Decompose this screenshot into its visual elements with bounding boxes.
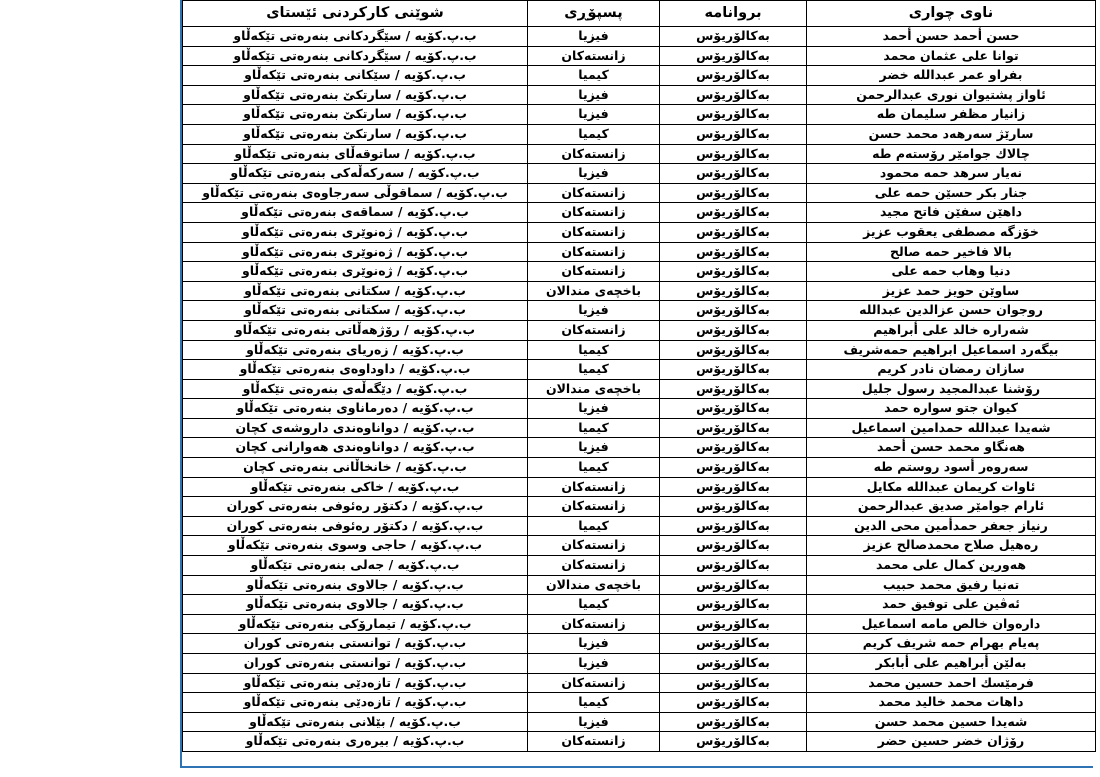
cell-specialty: كیمیا xyxy=(528,418,660,438)
cell-workplace: ب.پ.كۆیە / رۆژهەڵاتی بنەرەتی تێكەڵاو xyxy=(183,320,528,340)
cell-specialty: كیمیا xyxy=(528,124,660,144)
table-row xyxy=(183,301,1096,321)
cell-workplace: ب.پ.كۆیە / سەركەڵەكی بنەرەتی تێكەڵاو xyxy=(183,164,528,184)
cell-certificate: بەكالۆریۆس xyxy=(660,301,807,321)
cell-workplace: ب.پ.كۆیە / جالاوی بنەرەتی تێكەڵاو xyxy=(183,575,528,595)
cell-specialty: كیمیا xyxy=(528,693,660,713)
cell-specialty: كیمیا xyxy=(528,66,660,86)
cell-full-name: ئاواز پشتیوان نوری عبدالرحمن xyxy=(807,85,1096,105)
cell-workplace: ب.پ.كۆیە / سێكانی بنەرەتی تێكەڵاو xyxy=(183,66,528,86)
cell-certificate: بەكالۆریۆس xyxy=(660,379,807,399)
cell-workplace: ب.پ.كۆیە / حاجی وسوی بنەرەتی تێكەڵاو xyxy=(183,536,528,556)
cell-certificate: بەكالۆریۆس xyxy=(660,105,807,125)
cell-specialty: زانستەكان xyxy=(528,222,660,242)
cell-workplace: ب.پ.كۆیە / خاكی بنەرەتی تێكەڵاو xyxy=(183,477,528,497)
cell-specialty: فیزیا xyxy=(528,399,660,419)
cell-certificate: بەكالۆریۆس xyxy=(660,614,807,634)
table-row xyxy=(183,595,1096,615)
cell-certificate: بەكالۆریۆس xyxy=(660,732,807,752)
cell-full-name: سارێژ سەرهەد محمد حسن xyxy=(807,124,1096,144)
table-row xyxy=(183,693,1096,713)
cell-specialty: زانستەكان xyxy=(528,242,660,262)
table-row xyxy=(183,360,1096,380)
cell-specialty: زانستەكان xyxy=(528,262,660,282)
table-row xyxy=(183,105,1096,125)
cell-full-name: تەنیا رفیق محمد حبیب xyxy=(807,575,1096,595)
cell-specialty: زانستەكان xyxy=(528,144,660,164)
cell-certificate: بەكالۆریۆس xyxy=(660,144,807,164)
cell-specialty: زانستەكان xyxy=(528,203,660,223)
cell-full-name: حسن أحمد حسن أحمد xyxy=(807,27,1096,47)
cell-certificate: بەكالۆریۆس xyxy=(660,712,807,732)
cell-workplace: ب.پ.كۆیە / ژەنوێری بنەرەتی تێكەڵاو xyxy=(183,242,528,262)
cell-full-name: توانا علی عثمان محمد xyxy=(807,46,1096,66)
cell-certificate: بەكالۆریۆس xyxy=(660,693,807,713)
table-row xyxy=(183,438,1096,458)
cell-specialty: كیمیا xyxy=(528,458,660,478)
cell-certificate: بەكالۆریۆس xyxy=(660,124,807,144)
cell-full-name: شەیدا عبداللە حمدامین اسماعیل xyxy=(807,418,1096,438)
cell-full-name: داهات محمد خالید محمد xyxy=(807,693,1096,713)
cell-workplace: ب.پ.كۆیە / دواناوەندی هەوارانی كچان xyxy=(183,438,528,458)
cell-full-name: روجوان حسن عزالدین عبداللە xyxy=(807,301,1096,321)
cell-workplace: ب.پ.كۆیە / تازەدێی بنەرەتی تێكەڵاو xyxy=(183,673,528,693)
table-row xyxy=(183,497,1096,517)
table-row xyxy=(183,164,1096,184)
cell-certificate: بەكالۆریۆس xyxy=(660,262,807,282)
table-row xyxy=(183,732,1096,752)
cell-specialty: زانستەكان xyxy=(528,556,660,576)
cell-certificate: بەكالۆریۆس xyxy=(660,183,807,203)
cell-specialty: فیزیا xyxy=(528,301,660,321)
cell-certificate: بەكالۆریۆس xyxy=(660,360,807,380)
cell-full-name: رۆژان خضر حسین حضر xyxy=(807,732,1096,752)
cell-full-name: هەنگاو محمد حسن أحمد xyxy=(807,438,1096,458)
cell-workplace: ب.پ.كۆیە / جالاوی بنەرەتی تێكەڵاو xyxy=(183,595,528,615)
cell-full-name: نەیار سرهد حمە محمود xyxy=(807,164,1096,184)
table-row xyxy=(183,418,1096,438)
cell-certificate: بەكالۆریۆس xyxy=(660,575,807,595)
table-row xyxy=(183,399,1096,419)
cell-specialty: فیزیا xyxy=(528,654,660,674)
cell-certificate: بەكالۆریۆس xyxy=(660,66,807,86)
header-workplace: شوێنی کارکردنی ئێستای xyxy=(183,1,528,27)
cell-certificate: بەكالۆریۆس xyxy=(660,497,807,517)
cell-workplace: ب.پ.كۆیە / خانخاڵانی بنەرەتی كچان xyxy=(183,458,528,478)
cell-certificate: بەكالۆریۆس xyxy=(660,477,807,497)
cell-workplace: ب.پ.كۆیە / زەریای بنەرەتی تێكەڵاو xyxy=(183,340,528,360)
cell-full-name: ئەڤین علی توفیق حمد xyxy=(807,595,1096,615)
document-sheet xyxy=(180,0,1093,768)
cell-specialty: فیزیا xyxy=(528,105,660,125)
cell-certificate: بەكالۆریۆس xyxy=(660,536,807,556)
header-specialty: پسپۆڕی xyxy=(528,1,660,27)
cell-workplace: ب.پ.كۆیە / سێگردكانی بنەرەتی تێكەڵاو xyxy=(183,46,528,66)
cell-specialty: زانستەكان xyxy=(528,46,660,66)
table-row xyxy=(183,124,1096,144)
cell-specialty: زانستەكان xyxy=(528,732,660,752)
cell-workplace: ب.پ.كۆیە / تیمارۆكی بنەرەتی تێكەڵاو xyxy=(183,614,528,634)
cell-certificate: بەكالۆریۆس xyxy=(660,27,807,47)
cell-workplace: ب.پ.كۆیە / سماقوڵی سەرجاوەی بنەرەتی تێكەڵاو xyxy=(183,183,528,203)
cell-full-name: بیگەرد اسماعیل ابراهیم حمەشریف xyxy=(807,340,1096,360)
table-row xyxy=(183,556,1096,576)
cell-specialty: زانستەكان xyxy=(528,497,660,517)
cell-full-name: بفراو عمر عبداللە خضر xyxy=(807,66,1096,86)
table-row xyxy=(183,673,1096,693)
table-row xyxy=(183,203,1096,223)
cell-certificate: بەكالۆریۆس xyxy=(660,556,807,576)
cell-full-name: شەیدا حسین محمد حسن xyxy=(807,712,1096,732)
cell-full-name: هەورین كمال علی محمد xyxy=(807,556,1096,576)
cell-workplace: ب.پ.كۆیە / ژەنوێری بنەرەتی تێكەڵاو xyxy=(183,222,528,242)
table-row xyxy=(183,516,1096,536)
cell-full-name: رۆشنا عبدالمجید رسول جلیل xyxy=(807,379,1096,399)
cell-certificate: بەكالۆریۆس xyxy=(660,458,807,478)
cell-specialty: باخچەی مندالان xyxy=(528,281,660,301)
cell-specialty: كیمیا xyxy=(528,516,660,536)
cell-workplace: ب.پ.كۆیە / دكتۆر رەئوفی بنەرەتی كوران xyxy=(183,516,528,536)
cell-certificate: بەكالۆریۆس xyxy=(660,340,807,360)
cell-full-name: پەیام بهرام حمە شریف كریم xyxy=(807,634,1096,654)
cell-workplace: ب.پ.كۆیە / سكتانی بنەرەتی تێكەڵاو xyxy=(183,301,528,321)
table-row xyxy=(183,712,1096,732)
cell-full-name: چالاك جوامێر رۆستەم طە xyxy=(807,144,1096,164)
cell-full-name: شەرارە خالد علی أبراهیم xyxy=(807,320,1096,340)
cell-full-name: ئارام جوامێر صدیق عبدالرحمن xyxy=(807,497,1096,517)
cell-workplace: ب.پ.كۆیە / توانستی بنەرەتی كوران xyxy=(183,634,528,654)
cell-workplace: ب.پ.كۆیە / دەرماناوی بنەرەتی تێكەڵاو xyxy=(183,399,528,419)
cell-specialty: كیمیا xyxy=(528,360,660,380)
cell-full-name: سازان رمضان نادر كریم xyxy=(807,360,1096,380)
table-header-row xyxy=(183,1,1096,27)
cell-full-name: بالا فاخیر حمە صالح xyxy=(807,242,1096,262)
cell-full-name: رنیاز جعفر حمدأمین محی الدین xyxy=(807,516,1096,536)
table-row xyxy=(183,340,1096,360)
table-row xyxy=(183,379,1096,399)
cell-workplace: ب.پ.كۆیە / دكتۆر رەئوفی بنەرەتی كوران xyxy=(183,497,528,517)
cell-workplace: ب.پ.كۆیە / داوداوەی بنەرەتی تێكەڵاو xyxy=(183,360,528,380)
cell-specialty: زانستەكان xyxy=(528,673,660,693)
cell-certificate: بەكالۆریۆس xyxy=(660,281,807,301)
cell-specialty: زانستەكان xyxy=(528,614,660,634)
cell-workplace: ب.پ.كۆیە / بێلانی بنەرەتی تێكەڵاو xyxy=(183,712,528,732)
cell-specialty: زانستەكان xyxy=(528,477,660,497)
cell-workplace: ب.پ.كۆیە / سارتكێ بنەرەتی تێكەڵاو xyxy=(183,85,528,105)
cell-specialty: فیزیا xyxy=(528,438,660,458)
cell-full-name: زانیار مظفر سلیمان طە xyxy=(807,105,1096,125)
cell-full-name: دارەوان خالص مامە اسماعیل xyxy=(807,614,1096,634)
cell-workplace: ب.پ.كۆیە / سارتكێ بنەرەتی تێكەڵاو xyxy=(183,124,528,144)
cell-certificate: بەكالۆریۆس xyxy=(660,654,807,674)
table-row xyxy=(183,477,1096,497)
cell-full-name: جنار بكر حسێن حمە علی xyxy=(807,183,1096,203)
table-row xyxy=(183,183,1096,203)
table-row xyxy=(183,242,1096,262)
cell-workplace: ب.پ.كۆیە / دواناوەندی داروشەی كچان xyxy=(183,418,528,438)
cell-specialty: فیزیا xyxy=(528,27,660,47)
cell-full-name: دنیا وهاب حمە علی xyxy=(807,262,1096,282)
table-row xyxy=(183,85,1096,105)
cell-specialty: زانستەكان xyxy=(528,183,660,203)
cell-specialty: زانستەكان xyxy=(528,320,660,340)
table-row xyxy=(183,66,1096,86)
cell-specialty: كیمیا xyxy=(528,595,660,615)
table-row xyxy=(183,281,1096,301)
cell-specialty: زانستەكان xyxy=(528,536,660,556)
cell-workplace: ب.پ.كۆیە / دێگەڵەی بنەرەتی تێكەڵاو xyxy=(183,379,528,399)
header-certificate: بروانامه xyxy=(660,1,807,27)
table-row xyxy=(183,634,1096,654)
cell-specialty: فیزیا xyxy=(528,164,660,184)
cell-full-name: داهێن سفێن فاتح مجید xyxy=(807,203,1096,223)
cell-full-name: رەهیل صلاح محمدصالح عزیز xyxy=(807,536,1096,556)
cell-certificate: بەكالۆریۆس xyxy=(660,438,807,458)
table-row xyxy=(183,46,1096,66)
cell-specialty: كیمیا xyxy=(528,340,660,360)
table-row xyxy=(183,575,1096,595)
cell-certificate: بەكالۆریۆس xyxy=(660,320,807,340)
cell-full-name: خۆزگە مصطفی یعقوب عزیز xyxy=(807,222,1096,242)
cell-specialty: باخچەی مندالان xyxy=(528,379,660,399)
cell-certificate: بەكالۆریۆس xyxy=(660,85,807,105)
cell-certificate: بەكالۆریۆس xyxy=(660,164,807,184)
cell-workplace: ب.پ.كۆیە / ساتوقەڵای بنەرەتی تێكەڵاو xyxy=(183,144,528,164)
cell-full-name: ساوێن حویز حمد عزیز xyxy=(807,281,1096,301)
cell-certificate: بەكالۆریۆس xyxy=(660,222,807,242)
cell-full-name: فرمێسك احمد حسین محمد xyxy=(807,673,1096,693)
cell-workplace: ب.پ.كۆیە / بیرەری بنەرەتی تێكەڵاو xyxy=(183,732,528,752)
cell-certificate: بەكالۆریۆس xyxy=(660,418,807,438)
table-row xyxy=(183,458,1096,478)
cell-specialty: باخچەی مندالان xyxy=(528,575,660,595)
header-full-name: ناوی چواری xyxy=(807,1,1096,27)
cell-certificate: بەكالۆریۆس xyxy=(660,673,807,693)
cell-workplace: ب.پ.كۆیە / تازەدێی بنەرەتی تێكەڵاو xyxy=(183,693,528,713)
cell-certificate: بەكالۆریۆس xyxy=(660,203,807,223)
staff-table xyxy=(182,0,1096,752)
cell-full-name: بەلێن أبراهیم علی أبابكر xyxy=(807,654,1096,674)
cell-workplace: ب.پ.كۆیە / سكتانی بنەرەتی تێكەڵاو xyxy=(183,281,528,301)
cell-specialty: فیزیا xyxy=(528,634,660,654)
cell-full-name: سەروەر أسود روستم طە xyxy=(807,458,1096,478)
cell-certificate: بەكالۆریۆس xyxy=(660,595,807,615)
table-row xyxy=(183,144,1096,164)
cell-certificate: بەكالۆریۆس xyxy=(660,634,807,654)
table-row xyxy=(183,654,1096,674)
table-row xyxy=(183,536,1096,556)
table-row xyxy=(183,27,1096,47)
cell-specialty: فیزیا xyxy=(528,712,660,732)
table-row xyxy=(183,320,1096,340)
table-row xyxy=(183,222,1096,242)
table-row xyxy=(183,262,1096,282)
cell-certificate: بەكالۆریۆس xyxy=(660,242,807,262)
cell-workplace: ب.پ.كۆیە / توانستی بنەرەتی كوران xyxy=(183,654,528,674)
cell-workplace: ب.پ.كۆیە / ژەنوێری بنەرەتی تێكەڵاو xyxy=(183,262,528,282)
cell-full-name: كیوان جتو سوارە حمد xyxy=(807,399,1096,419)
cell-workplace: ب.پ.كۆیە / سماقەی بنەرەتی تێكەڵاو xyxy=(183,203,528,223)
cell-certificate: بەكالۆریۆس xyxy=(660,399,807,419)
cell-certificate: بەكالۆریۆس xyxy=(660,46,807,66)
table-row xyxy=(183,614,1096,634)
cell-workplace: ب.پ.كۆیە / سارتكێ بنەرەتی تێكەڵاو xyxy=(183,105,528,125)
cell-workplace: ب.پ.كۆیە / سێگردكانی بنەرەتی تێكەڵاو xyxy=(183,27,528,47)
cell-workplace: ب.پ.كۆیە / جەلی بنەرەتی تێكەڵاو xyxy=(183,556,528,576)
cell-full-name: ئاوات كریمان عبداللە مكایل xyxy=(807,477,1096,497)
cell-certificate: بەكالۆریۆس xyxy=(660,516,807,536)
cell-specialty: فیزیا xyxy=(528,85,660,105)
